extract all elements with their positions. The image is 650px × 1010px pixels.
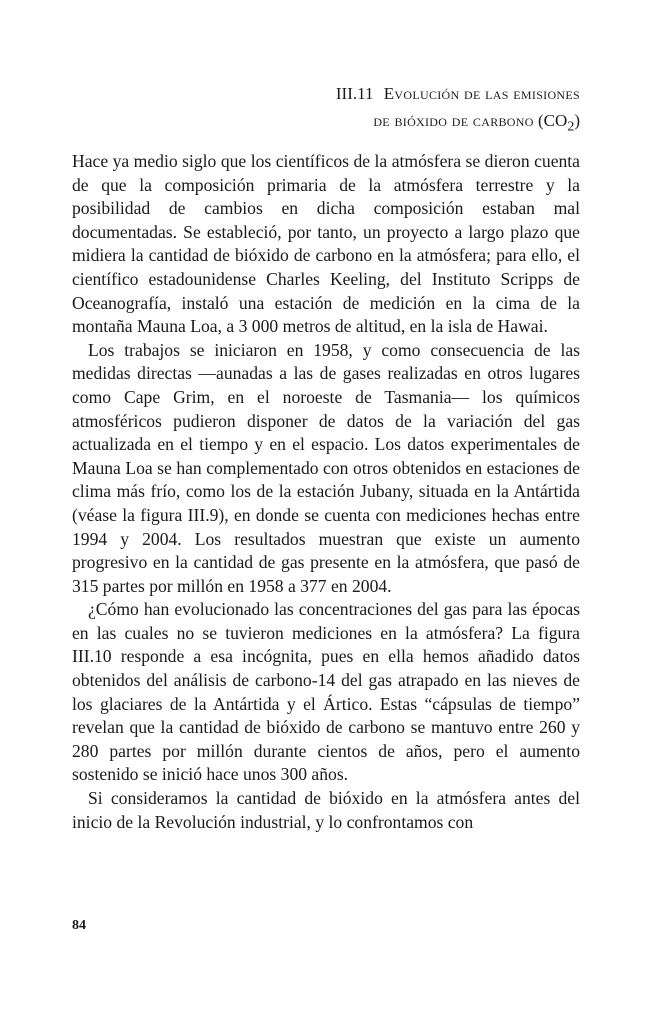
paragraph: Hace ya medio siglo que los científicos de la atmósfera se dieron cuenta de que la composición primaria de la atmósfera terrestre y la posibilidad de cambios en dicha composición estaban mal documentadas. Se estableció, por tanto, un proyecto a largo plazo que midiera la cantidad de bióxido de carbono en la atmósfera; para ello, el científico estadounidense Charles Keeling, del Instituto Scripps de Oceanografía, instaló una estación de medición en la cima de la montaña Mauna Loa, a 3 000 metros de altitud, en la isla de Hawai. bbox=[72, 151, 580, 337]
page-number: 84 bbox=[72, 918, 86, 933]
section-number: III.11 bbox=[335, 84, 374, 103]
paragraph: ¿Cómo han evolucionado las concentraciones del gas para las épocas en las cuales no se tuvieron mediciones en la atmósfera? La figura III.10 responde a esa incógnita, pues en ella hemos añadido datos obtenidos del análisis de carbono-14 del gas atrapado en las nieves de los glaciares de la Antártida y el Ártico. Estas “cápsulas de tiempo” revelan que la cantidad de bióxido de carbono se mantuvo entre 260 y 280 partes por millón durante cientos de años, pero el aumento sostenido se inició hace unos 300 años. bbox=[72, 599, 580, 785]
heading-line-1 bbox=[160, 80, 580, 107]
paragraph: Los trabajos se iniciaron en 1958, y como consecuencia de las medidas directas —aunadas a las de gases realizadas en otros lugares como Cape Grim, en el noroeste de Tasmania— los químicos atmosféricos pudieron disponer de datos de la variación del gas actualizada en el tiempo y en el espacio. Los datos experimentales de Mauna Loa se han complementado con otros obtenidos en estaciones de clima más frío, como los de la estación Jubany, situada en la Antártida (véase la figura III.9), en donde se cuenta con mediciones hechas entre 1994 y 2004. Los resultados muestran que existe un aumento progresivo en la cantidad de gas presente en la atmósfera, que pasó de 315 partes por millón en 1958 a 377 en 2004. bbox=[72, 339, 580, 596]
paragraph: Si consideramos la cantidad de bióxido en la atmósfera antes del inicio de la Revolución industrial, y lo confrontamos con bbox=[72, 788, 580, 832]
formula-suffix: ) bbox=[574, 111, 580, 130]
body-text bbox=[72, 150, 580, 834]
heading-line-2 bbox=[160, 107, 580, 140]
formula-prefix: (CO bbox=[537, 111, 568, 130]
section-title-line-2: de bióxido de carbono bbox=[373, 111, 534, 130]
section-heading bbox=[160, 80, 580, 140]
section-title-line-1: Evolución de las emisiones bbox=[383, 84, 580, 103]
chemical-formula bbox=[537, 111, 580, 135]
formula-subscript: 2 bbox=[567, 118, 575, 135]
